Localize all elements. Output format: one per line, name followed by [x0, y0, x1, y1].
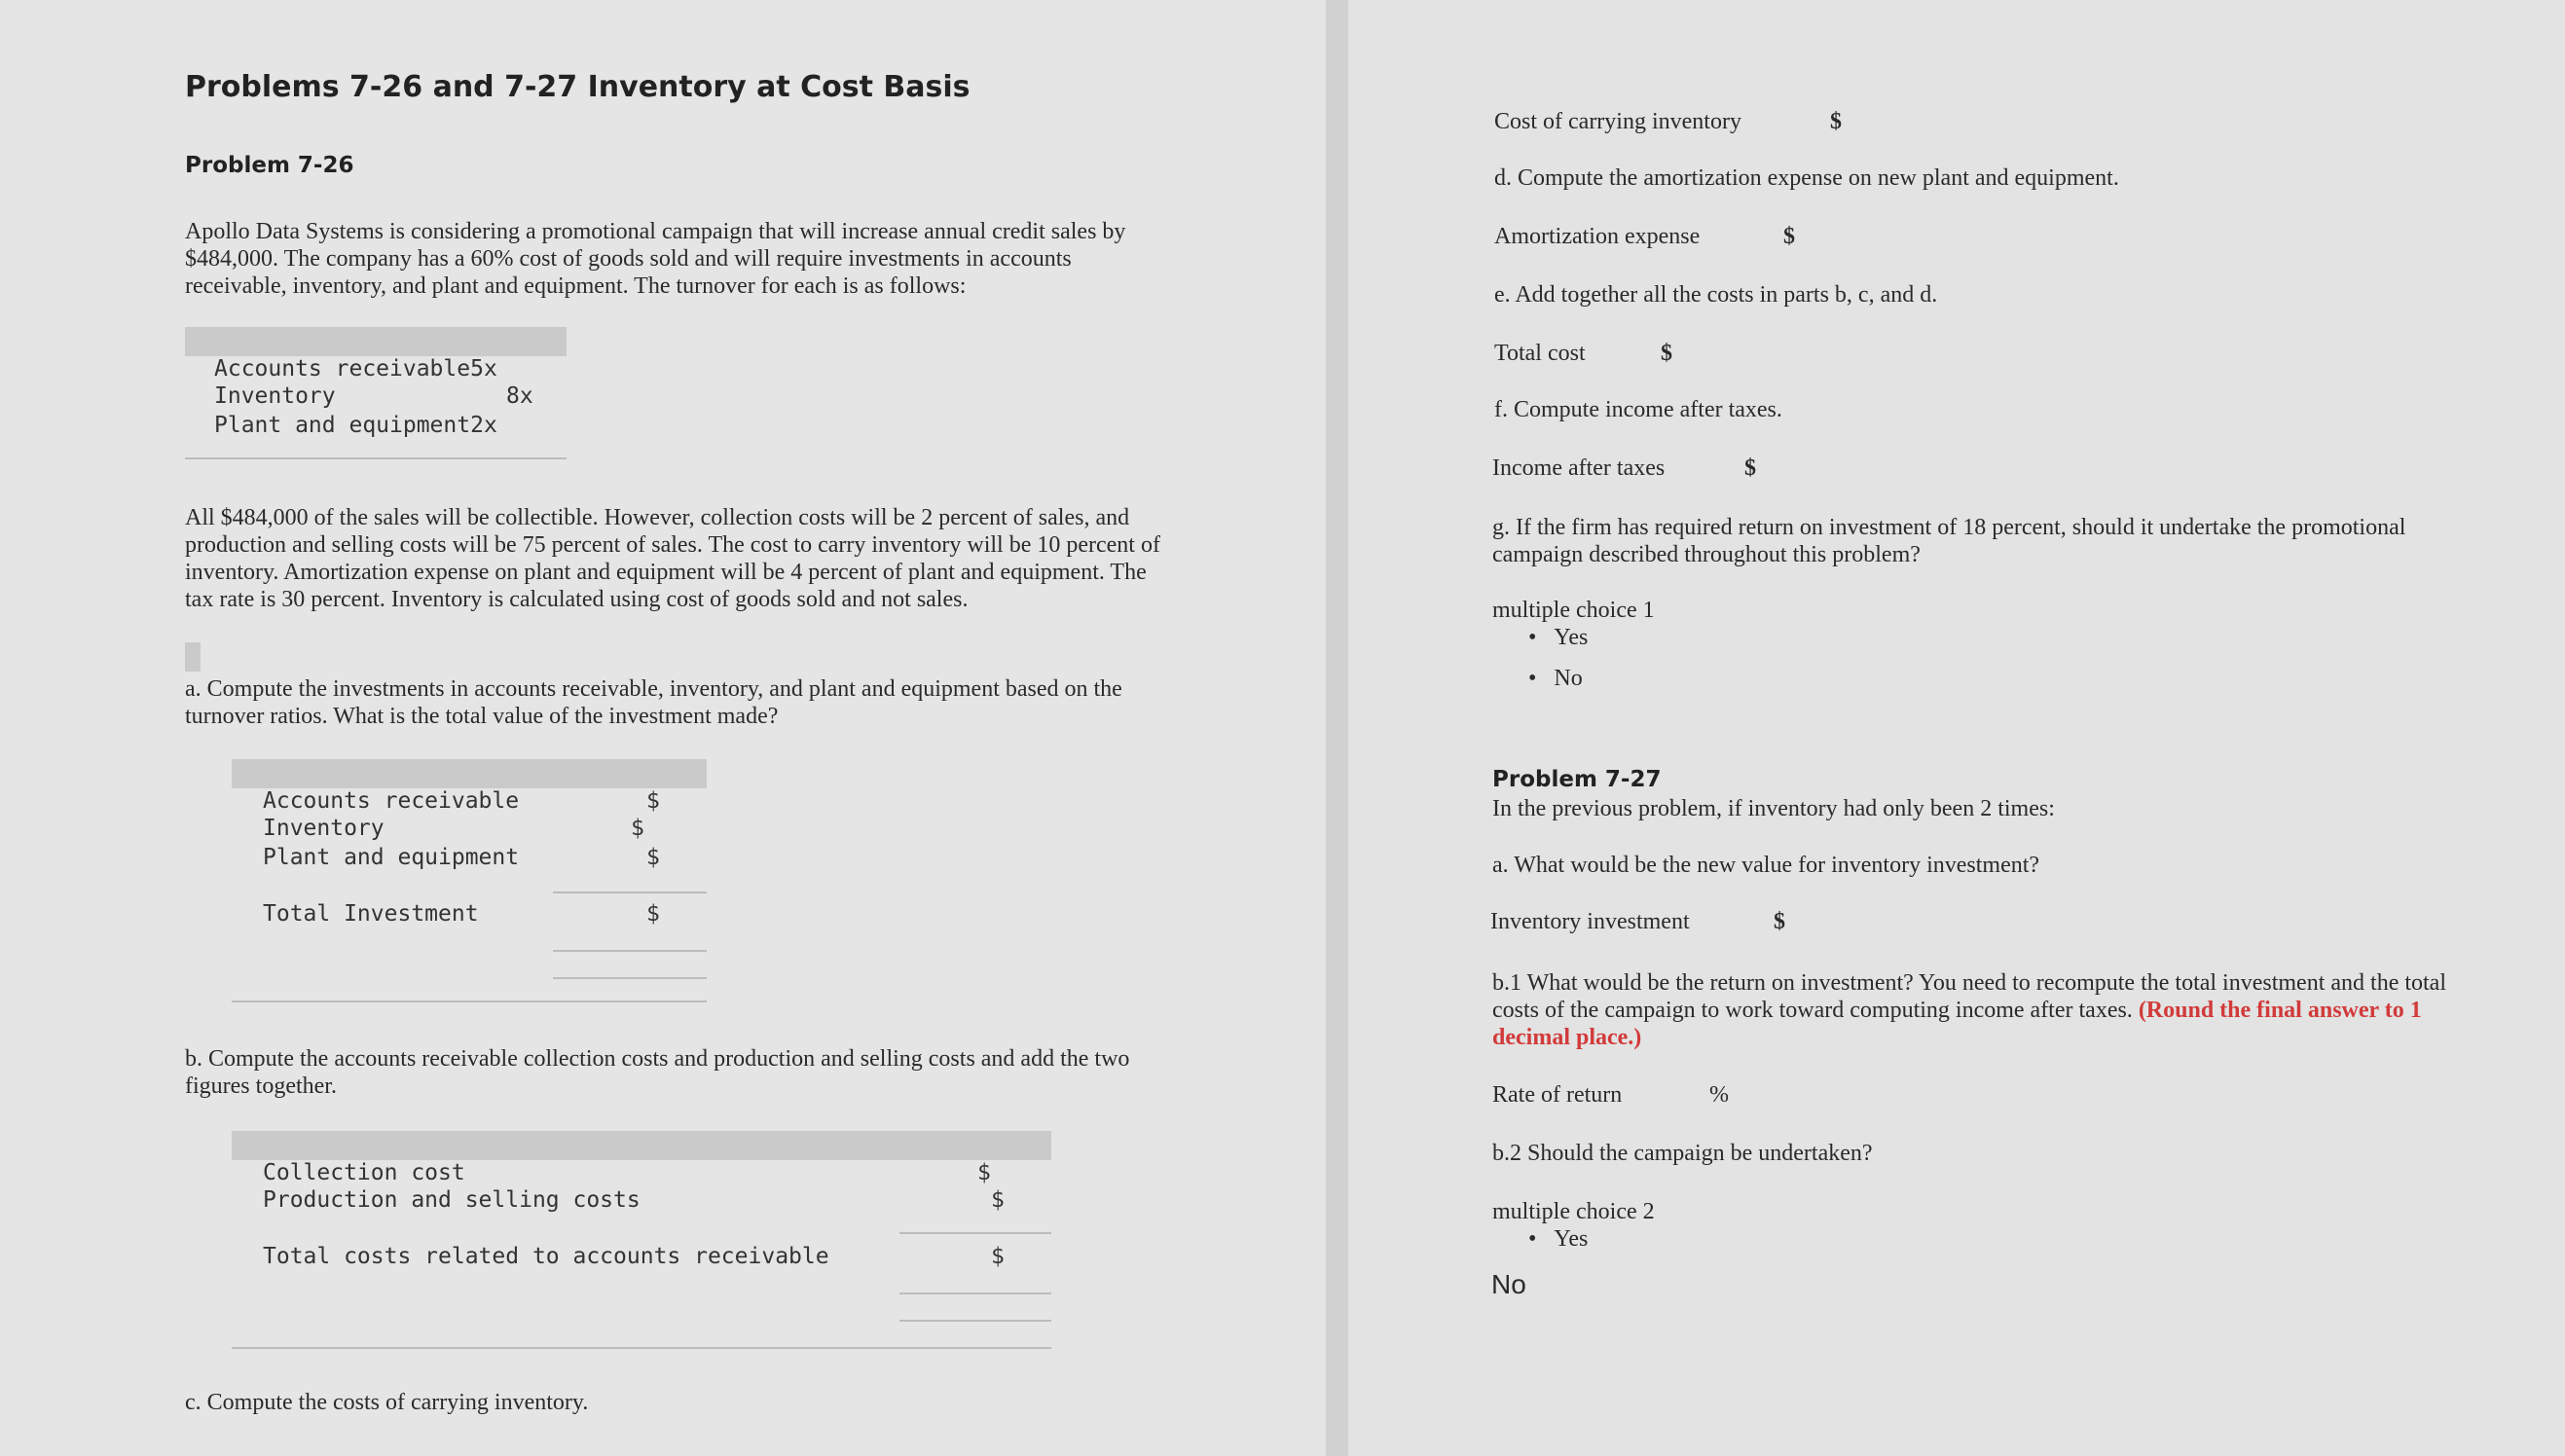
question-727-b1: b.1 What would be the return on investment? You need to recompute the total investment and the total costs of the campaign to work toward computing income after taxes. (Round the final answer to 1 decimal place.) — [1492, 970, 2447, 1050]
question-b: b. Compute the accounts receivable collection costs and production and selling costs and add the two figures together. — [185, 1046, 1130, 1099]
cost-carrying-inventory-label: Cost of carrying inventory — [1494, 109, 1741, 134]
turnover-row: Plant and equipment2x — [214, 413, 497, 438]
costs-row-label: Collection cost — [263, 1160, 465, 1185]
problem-7-26-assumptions: All $484,000 of the sales will be collectible. However, collection costs will be 2 percent of sales, and production and selling costs will be 75 percent of sales. The cost to carry inventory will be 10 percent of inventory. Amortization expense on plant and equipment will be 4 percent of plant and equipment. The tax rate is 30 percent. Inventory is calculated using cost of goods sold and not sales. — [185, 505, 1160, 612]
currency-sign: $ — [1783, 224, 1795, 249]
total-costs-label: Total costs related to accounts receivable — [263, 1244, 829, 1269]
currency-sign: $ — [646, 901, 660, 927]
rounding-note: (Round the final answer to 1 decimal place.) — [1492, 998, 2422, 1050]
multiple-choice-1-label: multiple choice 1 — [1492, 598, 1655, 623]
amortization-expense-label: Amortization expense — [1494, 224, 1701, 249]
costs-table-header — [232, 1131, 1051, 1160]
currency-sign: $ — [1661, 341, 1672, 366]
currency-sign: $ — [1744, 455, 1756, 481]
question-g: g. If the firm has required return on investment of 18 percent, should it undertake the promotional campaign described throughout this problem? — [1492, 515, 2406, 567]
percent-sign: % — [1709, 1082, 1729, 1108]
question-727-a: a. What would be the new value for inventory investment? — [1492, 853, 2040, 878]
choice-2-yes[interactable]: • Yes — [1528, 1226, 1589, 1252]
page-divider — [1326, 0, 1348, 1456]
currency-sign: $ — [646, 788, 660, 814]
table-rule — [232, 1347, 1051, 1349]
question-a: a. Compute the investments in accounts receivable, inventory, and plant and equipment based on the turnover ratios. What is the total value of the investment made? — [185, 676, 1122, 729]
choice-2-no[interactable]: No — [1491, 1269, 1526, 1299]
currency-sign: $ — [1830, 109, 1842, 134]
problem-7-26-intro: Apollo Data Systems is considering a promotional campaign that will increase annual credit sales by $484,000. The company has a 60% cost of goods sold and will require investments in accounts receivable, inventory, and plant and equipment. The turnover for each is as follows: — [185, 219, 1126, 299]
table-rule — [185, 457, 567, 459]
problem-7-27-intro: In the previous problem, if inventory had only been 2 times: — [1492, 796, 2055, 821]
income-after-taxes-label: Income after taxes — [1492, 455, 1666, 481]
total-rule — [899, 1292, 1051, 1294]
total-rule — [899, 1320, 1051, 1322]
investment-row-label: Plant and equipment — [263, 845, 520, 870]
question-c: c. Compute the costs of carrying inventory. — [185, 1390, 589, 1415]
question-727-b2: b.2 Should the campaign be undertaken? — [1492, 1141, 1873, 1166]
choice-1-yes[interactable]: • Yes — [1528, 625, 1589, 650]
turnover-table-header — [185, 327, 567, 356]
choice-1-no[interactable]: • No — [1528, 666, 1583, 691]
total-rule — [553, 977, 707, 979]
currency-sign: $ — [977, 1160, 991, 1185]
investment-row-label: Inventory — [263, 816, 385, 841]
turnover-row: Inventory — [214, 383, 336, 409]
currency-sign: $ — [1774, 909, 1785, 934]
question-f: f. Compute income after taxes. — [1494, 397, 1782, 422]
total-rule — [553, 950, 707, 952]
table-rule — [232, 1001, 707, 1002]
total-investment-label: Total Investment — [263, 901, 479, 927]
page-title: Problems 7-26 and 7-27 Inventory at Cost Basis — [185, 70, 971, 104]
rate-of-return-label: Rate of return — [1492, 1082, 1623, 1108]
subtotal-rule — [899, 1232, 1051, 1234]
currency-sign: $ — [991, 1187, 1005, 1213]
currency-sign: $ — [991, 1244, 1005, 1269]
turnover-row: Accounts receivable5x — [214, 356, 497, 382]
turnover-value: 8x — [506, 383, 533, 409]
inventory-investment-label: Inventory investment — [1490, 909, 1690, 934]
currency-sign: $ — [631, 816, 644, 841]
currency-sign: $ — [646, 845, 660, 870]
problem-7-27-heading: Problem 7-27 — [1492, 767, 1662, 792]
investment-row-label: Accounts receivable — [263, 788, 520, 814]
multiple-choice-2-label: multiple choice 2 — [1492, 1199, 1655, 1224]
subtotal-rule — [553, 892, 707, 893]
question-e: e. Add together all the costs in parts b, c, and d. — [1494, 282, 1938, 308]
costs-row-label: Production and selling costs — [263, 1187, 641, 1213]
investment-table-header — [232, 759, 707, 788]
separator-mark — [185, 642, 201, 672]
total-cost-label: Total cost — [1494, 341, 1586, 366]
question-d: d. Compute the amortization expense on new plant and equipment. — [1494, 165, 2119, 191]
problem-7-26-heading: Problem 7-26 — [185, 153, 354, 178]
